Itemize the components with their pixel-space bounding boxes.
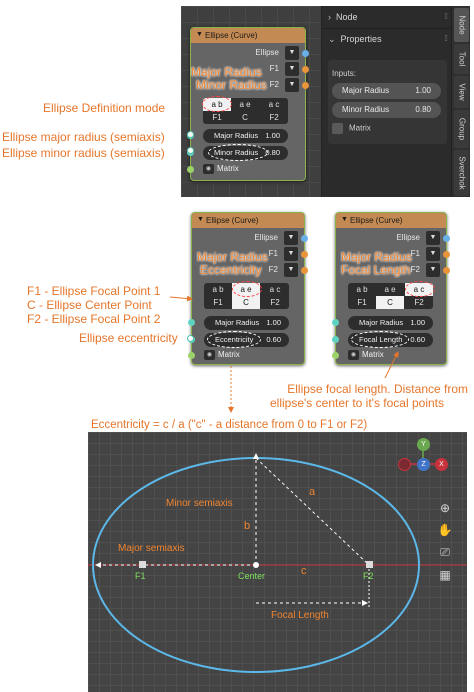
center-f1[interactable]: F1 bbox=[213, 298, 223, 307]
annotation-f2: F2 - Ellipse Focal Point 2 bbox=[27, 312, 161, 326]
eccentricity-field[interactable]: Eccentricity 0.60 bbox=[204, 333, 289, 347]
overlay-major-radius: Major Radius bbox=[197, 250, 268, 264]
collapse-icon[interactable]: ▼ bbox=[197, 216, 204, 223]
mode-ae[interactable]: a e bbox=[232, 283, 260, 296]
matrix-icon[interactable]: ◉ bbox=[204, 350, 215, 360]
f1-output-socket[interactable] bbox=[301, 251, 308, 258]
center-c[interactable]: C bbox=[232, 296, 260, 309]
chevron-down-icon: ⌄ bbox=[328, 34, 336, 44]
annotation-c: C - Ellipse Center Point bbox=[27, 298, 152, 312]
center-f2[interactable]: F2 bbox=[414, 298, 424, 307]
mode-ac[interactable]: a c bbox=[405, 283, 433, 296]
mode-ac[interactable]: a c bbox=[268, 100, 280, 109]
drag-grip-icon[interactable]: ⁞⁞ bbox=[444, 12, 447, 21]
dropdown-icon[interactable]: ▼ bbox=[426, 247, 440, 261]
gizmo-z-axis[interactable]: Z bbox=[417, 458, 430, 471]
properties-section-header[interactable]: ⌄ Properties bbox=[328, 34, 382, 44]
divider bbox=[322, 28, 452, 29]
collapse-icon[interactable]: ▼ bbox=[196, 31, 203, 38]
minor-radius-field[interactable]: Minor Radius 0.80 bbox=[203, 146, 288, 160]
inputs-label: Inputs: bbox=[332, 69, 357, 78]
label-c: c bbox=[301, 565, 307, 577]
chevron-right-icon: › bbox=[328, 12, 331, 22]
ellipse-node-mode-ac[interactable]: ▼ Ellipse (Curve) Ellipse ▼ F1 ▼ F2 ▼ Major Radius Focal Length a b a e a c F1 C F2 Major Radius 1.00 Focal Length 0.60 ◉ Matrix bbox=[335, 212, 447, 365]
tab-view[interactable]: View bbox=[454, 76, 469, 108]
annotation-f1: F1 - Ellipse Focal Point 1 bbox=[27, 284, 161, 298]
dropdown-icon[interactable]: ▼ bbox=[284, 263, 298, 277]
annotation-focal-length-2: ellipse's center to it's focal points bbox=[270, 396, 444, 410]
tab-sverchok[interactable]: Sverchok bbox=[454, 150, 469, 196]
ellipse-output-socket[interactable] bbox=[443, 235, 450, 242]
annotation-definition-mode: Ellipse Definition mode bbox=[43, 101, 166, 115]
major-semiaxis-label: Major semiaxis bbox=[118, 543, 185, 554]
overlay-minor-radius: Minor Radius bbox=[196, 78, 267, 92]
dropdown-icon[interactable]: ▼ bbox=[426, 231, 440, 245]
annotation-eccentricity: Ellipse eccentricity bbox=[79, 331, 178, 345]
field-highlight bbox=[207, 331, 261, 348]
center-f2[interactable]: F2 bbox=[270, 298, 280, 307]
dropdown-icon[interactable]: ▼ bbox=[285, 78, 299, 92]
overlay-focal-length: Focal Length bbox=[341, 263, 411, 277]
mode-highlight bbox=[202, 96, 232, 112]
gizmo-y-axis[interactable]: Y bbox=[417, 438, 430, 451]
major-radius-socket[interactable] bbox=[332, 319, 339, 326]
dropdown-icon[interactable]: ▼ bbox=[284, 231, 298, 245]
annotation-focal-length-1: Ellipse focal length. Distance from bbox=[287, 382, 468, 396]
node-header[interactable] bbox=[336, 213, 446, 228]
f1-output-socket[interactable] bbox=[302, 66, 309, 73]
zoom-icon[interactable]: ⊕ bbox=[439, 501, 451, 515]
overlay-major-radius: Major Radius bbox=[191, 65, 262, 79]
matrix-icon[interactable]: ◉ bbox=[203, 164, 214, 174]
gizmo-x-negative[interactable] bbox=[398, 458, 411, 471]
dropdown-icon[interactable]: ▼ bbox=[285, 62, 299, 76]
field-highlight bbox=[208, 144, 268, 161]
mode-ab[interactable]: a b bbox=[203, 98, 231, 111]
focal-length-socket[interactable] bbox=[332, 336, 339, 343]
annotation-minor-semiaxis: Ellipse minor radius (semiaxis) bbox=[2, 146, 165, 160]
3d-viewport[interactable] bbox=[88, 432, 467, 692]
pointer-dot bbox=[187, 131, 194, 138]
matrix-icon[interactable] bbox=[332, 123, 343, 134]
major-radius-field[interactable]: Major Radius 1.00 bbox=[203, 129, 288, 143]
f2-output-socket[interactable] bbox=[443, 267, 450, 274]
field-highlight bbox=[351, 331, 409, 348]
pointer-dot bbox=[187, 147, 194, 154]
mode-highlight bbox=[232, 281, 262, 297]
node-section-header[interactable]: › Node bbox=[328, 12, 358, 22]
pan-hand-icon[interactable]: ✋ bbox=[437, 523, 453, 537]
node-header[interactable] bbox=[192, 213, 304, 228]
mode-ab[interactable]: a b bbox=[212, 285, 224, 294]
mode-ab[interactable]: a b bbox=[356, 285, 368, 294]
dropdown-icon[interactable]: ▼ bbox=[426, 263, 440, 277]
center-f1[interactable]: F1 bbox=[212, 113, 222, 122]
matrix-socket[interactable] bbox=[332, 352, 339, 359]
matrix-input[interactable]: ◉ Matrix bbox=[204, 350, 240, 360]
center-f2[interactable]: F2 bbox=[269, 113, 279, 122]
np-minor-radius-field[interactable]: Minor Radius 0.80 bbox=[332, 102, 441, 118]
major-radius-socket[interactable] bbox=[188, 319, 195, 326]
drag-grip-icon[interactable]: ⁞⁞ bbox=[444, 34, 447, 43]
center-c[interactable]: C bbox=[242, 113, 248, 122]
matrix-input[interactable]: ◉ Matrix bbox=[348, 350, 384, 360]
tab-node[interactable]: Node bbox=[454, 8, 469, 42]
collapse-icon[interactable]: ▼ bbox=[341, 216, 348, 223]
ellipse-output-socket[interactable] bbox=[301, 235, 308, 242]
label-a: a bbox=[309, 486, 316, 498]
f2-output-socket[interactable] bbox=[301, 267, 308, 274]
focal-length-field[interactable]: Focal Length 0.60 bbox=[348, 333, 433, 347]
pointer-dot bbox=[187, 335, 194, 342]
mode-ae[interactable]: a e bbox=[239, 100, 251, 109]
ellipse-output-socket[interactable] bbox=[302, 50, 309, 57]
center-f1[interactable]: F1 bbox=[357, 298, 367, 307]
minor-semiaxis-label: Minor semiaxis bbox=[166, 498, 233, 509]
annotation-major-semiaxis: Ellipse major radius (semiaxis) bbox=[2, 130, 165, 144]
node-header[interactable] bbox=[191, 28, 305, 43]
node-editor-panel bbox=[181, 6, 470, 197]
matrix-icon[interactable]: ◉ bbox=[348, 350, 359, 360]
f1-output-socket[interactable] bbox=[443, 251, 450, 258]
center-c[interactable]: C bbox=[376, 296, 404, 309]
camera-icon[interactable]: ⎚ bbox=[440, 545, 450, 559]
annotation-eccentricity-formula: Eccentricity = c / a ("c" - a distance from 0 to F1 or F2) bbox=[91, 419, 368, 431]
center-point-label: Center bbox=[238, 571, 266, 581]
np-matrix-input[interactable]: Matrix bbox=[332, 123, 371, 134]
f2-point-label: F2 bbox=[363, 571, 374, 581]
f2-output-socket[interactable] bbox=[302, 82, 309, 89]
tab-group[interactable]: Group bbox=[454, 110, 469, 148]
grid-view-icon[interactable]: ▦ bbox=[439, 568, 451, 582]
properties-sidebar bbox=[321, 6, 451, 197]
overlay-eccentricity: Eccentricity bbox=[200, 263, 262, 277]
sidebar-tabs bbox=[451, 6, 470, 197]
node-title: Ellipse (Curve) bbox=[206, 216, 259, 225]
matrix-socket[interactable] bbox=[187, 166, 194, 173]
matrix-socket[interactable] bbox=[188, 352, 195, 359]
matrix-input[interactable]: ◉ Matrix bbox=[203, 164, 239, 174]
node-title: Ellipse (Curve) bbox=[350, 216, 403, 225]
focal-length-label: Focal Length bbox=[271, 610, 329, 621]
gizmo-x-axis[interactable]: X bbox=[435, 458, 448, 471]
major-radius-field[interactable]: Major Radius 1.00 bbox=[348, 316, 433, 330]
node-title: Ellipse (Curve) bbox=[205, 31, 258, 40]
tab-tool[interactable]: Tool bbox=[454, 44, 469, 74]
ellipse-node-mode-ae[interactable]: ▼ Ellipse (Curve) Ellipse ▼ F1 ▼ F2 ▼ Major Radius Eccentricity a b a e a c F1 C F2 Major Radius 1.00 Eccentricity 0.60 ◉ Matrix bbox=[191, 212, 305, 365]
dropdown-icon[interactable]: ▼ bbox=[284, 247, 298, 261]
mode-highlight bbox=[405, 281, 435, 297]
mode-ac[interactable]: a c bbox=[269, 285, 281, 294]
np-major-radius-field[interactable]: Major Radius 1.00 bbox=[332, 83, 441, 99]
ellipse-node-mode-ab[interactable]: ▼ Ellipse (Curve) Ellipse ▼ F1 ▼ F2 ▼ Major Radius Minor Radius a b a e a c F1 C F2 Major Radius 1.00 Minor Radius 0.80 ◉ Matrix bbox=[190, 27, 306, 181]
major-radius-field[interactable]: Major Radius 1.00 bbox=[204, 316, 289, 330]
f1-point-label: F1 bbox=[135, 571, 146, 581]
overlay-major-radius: Major Radius bbox=[341, 250, 412, 264]
label-b: b bbox=[244, 520, 251, 532]
mode-ae[interactable]: a e bbox=[384, 285, 396, 294]
dropdown-icon[interactable]: ▼ bbox=[285, 46, 299, 60]
